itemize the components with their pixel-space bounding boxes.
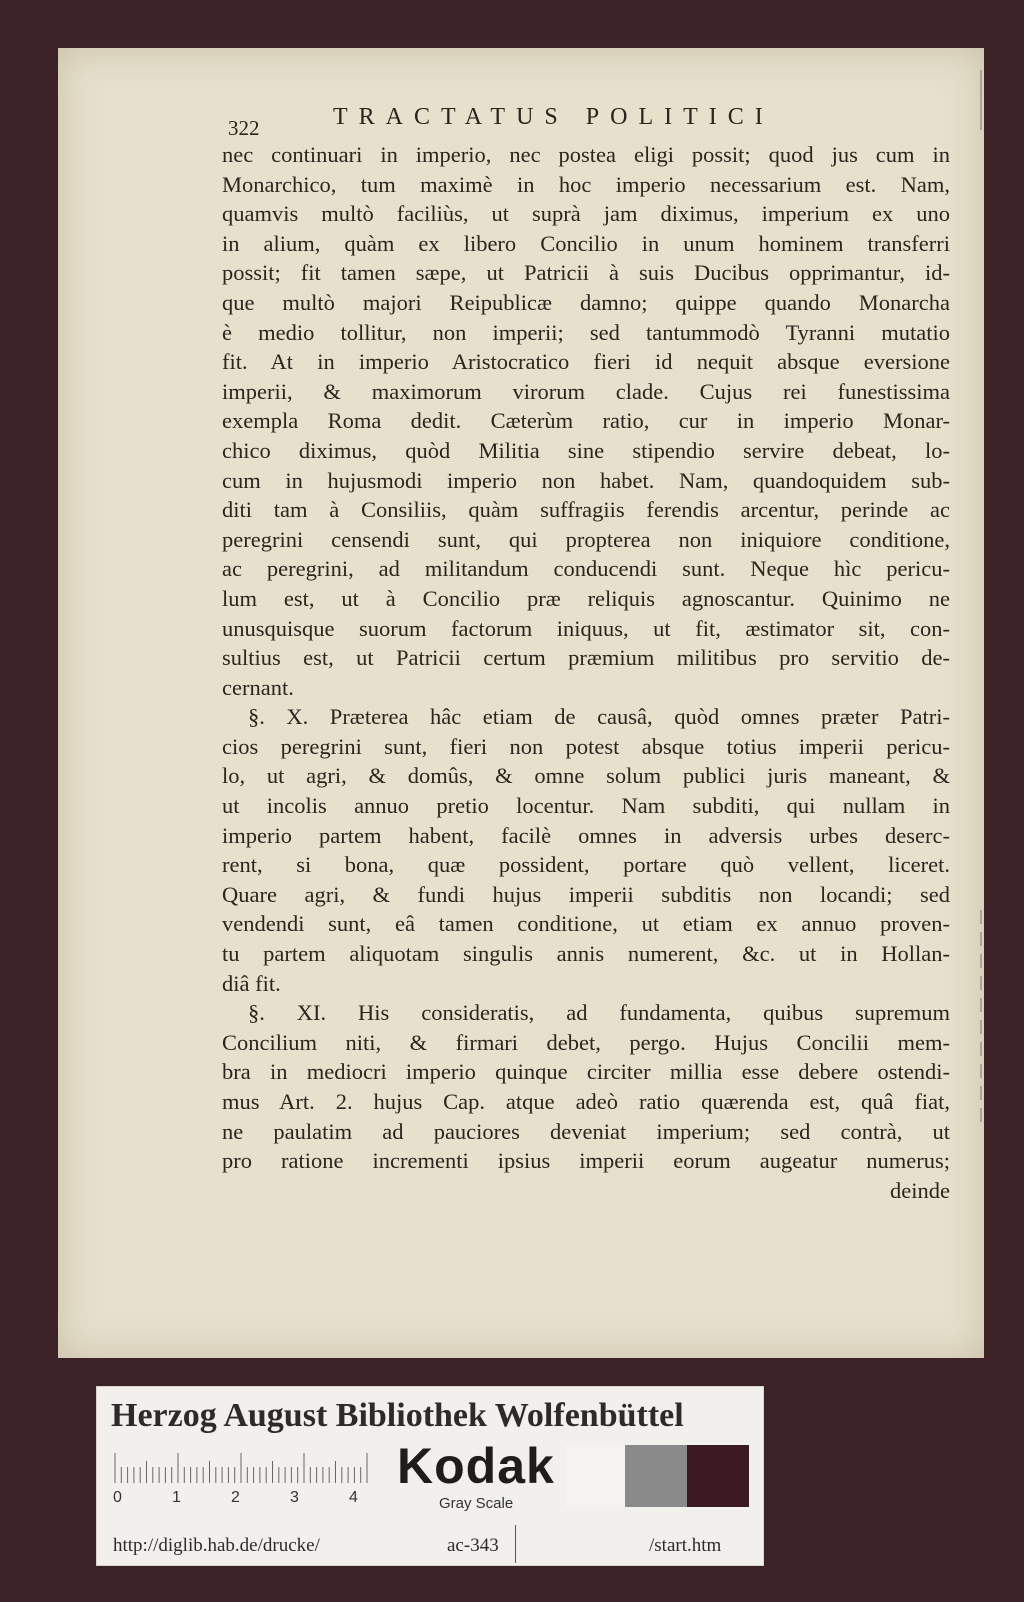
text-line: Concilium niti, & firmari debet, pergo. Hujus Concilii mem- — [222, 1029, 950, 1055]
measurement-ruler — [113, 1453, 375, 1483]
text-line: deinde — [890, 1177, 950, 1203]
text-line: possit; fit tamen sæpe, ut Patricii à suis Ducibus opprimantur, id- — [222, 260, 950, 286]
text-line: unusquisque suorum factorum iniquus, ut fit, æstimator sit, con- — [222, 615, 950, 641]
page-edge-marks — [978, 70, 984, 1130]
text-line: diâ fit. — [222, 970, 281, 996]
url-right: /start.htm — [649, 1535, 722, 1556]
ruler-number: 3 — [290, 1489, 299, 1506]
url-left: http://diglib.hab.de/drucke/ — [113, 1535, 320, 1556]
text-line: Quare agri, & fundi hujus imperii subditis non locandi; sed — [222, 881, 950, 907]
text-line: quamvis multò faciliùs, ut suprà jam diximus, imperium ex uno — [222, 201, 950, 227]
ruler-number: 1 — [172, 1489, 181, 1506]
text-line: tu partem aliquotam singulis annis numerent, &c. ut in Hollan- — [222, 941, 950, 967]
text-line: è medio tollitur, non imperii; sed tantummodò Tyranni mutatio — [222, 319, 950, 345]
shelfmark-code: ac-343 — [447, 1535, 499, 1556]
text-line: cum in hujusmodi imperio non habet. Nam, quandoquidem sub- — [222, 467, 950, 493]
text-line: ac peregrini, ad militandum conducendi sunt. Neque hìc pericu- — [222, 556, 950, 582]
text-line: mus Art. 2. hujus Cap. atque adeò ratio quærenda est, quâ fiat, — [222, 1089, 950, 1114]
text-line: ut incolis annuo pretio locentur. Nam subditi, qui nullam in — [222, 793, 950, 819]
color-target-card — [96, 1386, 764, 1566]
body-text — [222, 140, 950, 1205]
running-title: TRACTATUS POLITICI — [333, 104, 774, 130]
kodak-logo: Kodak — [397, 1438, 555, 1494]
text-line: ne paulatim ad pauciores deveniat imperium; sed contrà, ut — [222, 1118, 950, 1144]
text-line: chico diximus, quòd Militia sine stipendio servire debeat, lo- — [222, 437, 950, 463]
text-line: §. X. Præterea hâc etiam de causâ, quòd omnes præter Patri- — [248, 704, 950, 730]
swatch-gray — [625, 1445, 687, 1507]
text-line: rent, si bona, quæ possident, portare quò vellent, liceret. — [222, 852, 950, 878]
text-line: Monarchico, tum maximè in hoc imperio necessarium est. Nam, — [222, 171, 950, 197]
text-line: lum est, ut à Concilio præ reliquis agnoscantur. Quinimo ne — [222, 585, 950, 611]
text-line: bra in mediocri imperio quinque circiter millia esse debere ostendi- — [222, 1059, 950, 1085]
page-number: 322 — [228, 116, 260, 140]
text-line: §. XI. His consideratis, ad fundamenta, quibus supremum — [248, 1000, 950, 1026]
swatch-white — [565, 1445, 625, 1507]
text-line: pro ratione incrementi ipsius imperii eorum augeatur numerus; — [222, 1148, 950, 1174]
gray-scale-label: Gray Scale — [439, 1495, 514, 1512]
text-line: que multò majori Reipublicæ damno; quippe quando Monarcha — [222, 289, 950, 315]
text-line: diti tam à Consiliis, quàm suffragiis ferendis arcentur, perinde ac — [222, 497, 950, 523]
text-line: cernant. — [222, 674, 294, 700]
text-line: fit. At in imperio Aristocratico fieri id nequit absque eversione — [222, 349, 950, 375]
text-line: imperio partem habent, facilè omnes in adversis urbes deserc- — [222, 822, 950, 848]
text-line: in alium, quàm ex libero Concilio in unum hominem transferri — [222, 230, 950, 256]
divider — [515, 1525, 516, 1563]
institution-name: Herzog August Bibliothek Wolfenbüttel — [111, 1397, 684, 1434]
text-line: peregrini censendi sunt, qui propterea non iniquiore conditione, — [222, 526, 950, 552]
ruler-numbers — [109, 1489, 399, 1511]
text-line: sultius est, ut Patricii certum præmium militibus pro servitio de- — [222, 645, 950, 671]
ruler-number: 2 — [231, 1489, 240, 1506]
text-line: nec continuari in imperio, nec postea eligi possit; quod jus cum in — [222, 142, 950, 167]
running-head — [228, 104, 948, 144]
text-line: imperii, & maximorum virorum clade. Cujus rei funestissima — [222, 378, 950, 404]
text-line: exempla Roma dedit. Cæterùm ratio, cur in imperio Monar- — [222, 408, 950, 434]
text-line: cios peregrini sunt, fieri non potest absque totius imperii pericu- — [222, 733, 950, 759]
text-line: vendendi sunt, eâ tamen conditione, ut etiam ex annuo proven- — [222, 911, 950, 937]
text-line: lo, ut agri, & domûs, & omne solum publici juris maneant, & — [222, 763, 950, 789]
ruler-number: 4 — [349, 1489, 358, 1506]
ruler-number: 0 — [113, 1489, 122, 1506]
swatch-dark — [687, 1445, 749, 1507]
